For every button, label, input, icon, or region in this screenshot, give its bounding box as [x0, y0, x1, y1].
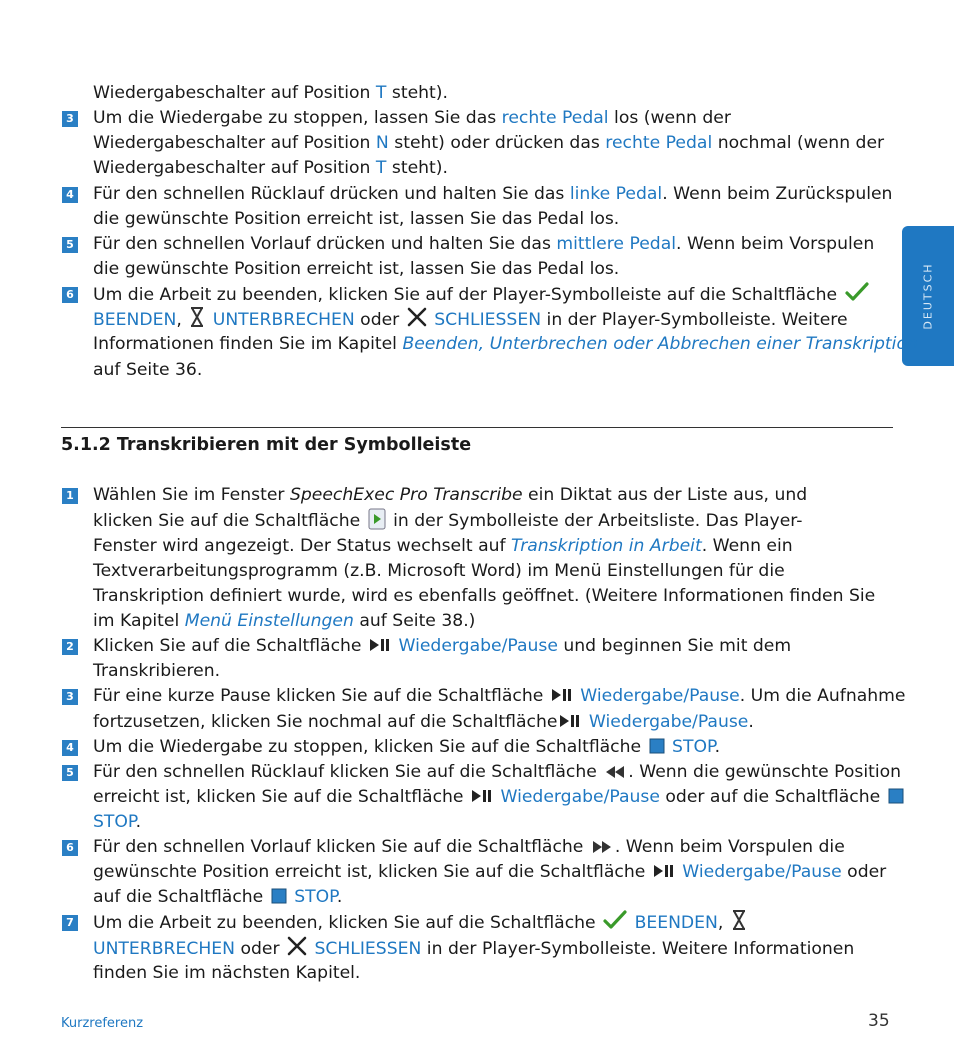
play-pause-icon — [653, 863, 675, 879]
text-line: auf Seite 36. — [93, 360, 203, 380]
close-icon — [287, 936, 307, 956]
step-number: 4 — [62, 740, 78, 756]
text-line: UNTERBRECHEN oder SCHLIESSEN in der Player-Symbolleiste. Weitere Informationen — [93, 936, 854, 962]
text-line: die gewünschte Position erreicht ist, lassen Sie das Pedal los. — [93, 209, 620, 229]
step-number: 5 — [62, 765, 78, 781]
close-icon — [407, 307, 427, 327]
step-number: 2 — [62, 639, 78, 655]
play-pause-icon — [551, 687, 573, 703]
step-number: 3 — [62, 111, 78, 127]
text-line: finden Sie im nächsten Kapitel. — [93, 963, 361, 983]
text-line: die gewünschte Position erreicht ist, lassen Sie das Pedal los. — [93, 259, 620, 279]
text-line: Wiedergabeschalter auf Position T steht). — [93, 158, 448, 178]
text-line: STOP. — [93, 812, 142, 832]
text-line: Wählen Sie im Fenster SpeechExec Pro Transcribe ein Diktat aus der Liste aus, und — [93, 485, 808, 505]
text-line: Wiedergabeschalter auf Position N steht) oder drücken das rechte Pedal nochmal (wenn der — [93, 133, 885, 153]
stop-icon — [888, 788, 904, 804]
text-line: Für den schnellen Rücklauf drücken und halten Sie das linke Pedal. Wenn beim Zurückspulen — [93, 184, 893, 204]
text-line: Für eine kurze Pause klicken Sie auf die Schaltfläche Wiedergabe/Pause. Um die Aufnahme — [93, 686, 906, 706]
text-line: gewünschte Position erreicht ist, klicken Sie auf die Schaltfläche Wiedergabe/Pause oder — [93, 862, 887, 882]
footer-chapter: Kurzreferenz — [61, 1016, 144, 1031]
text-line: Klicken Sie auf die Schaltfläche Wiedergabe/Pause und beginnen Sie mit dem — [93, 636, 792, 656]
stop-icon — [649, 738, 665, 754]
step-number: 6 — [62, 840, 78, 856]
open-file-icon — [368, 508, 386, 530]
page-number: 35 — [868, 1011, 890, 1031]
link-beenden-kapitel[interactable]: Beenden, Unterbrechen oder Abbrechen einer Transkription — [402, 334, 918, 354]
hourglass-icon — [731, 910, 747, 930]
text-line: Fenster wird angezeigt. Der Status wechselt auf Transkription in Arbeit. Wenn ein — [93, 536, 793, 556]
text-line: Für den schnellen Vorlauf drücken und halten Sie das mittlere Pedal. Wenn beim Vorspulen — [93, 234, 875, 254]
step-number: 7 — [62, 915, 78, 931]
step-number: 1 — [62, 488, 78, 504]
step-number: 3 — [62, 689, 78, 705]
section-divider — [61, 427, 893, 428]
text-line: fortzusetzen, klicken Sie nochmal auf die Schaltfläche Wiedergabe/Pause. — [93, 712, 754, 732]
section-heading: 5.1.2 Transkribieren mit der Symbolleiste — [61, 435, 472, 455]
side-tab-label: DEUTSCH — [921, 262, 935, 330]
check-icon — [603, 910, 627, 930]
text-line: Um die Arbeit zu beenden, klicken Sie auf der Player-Symbolleiste auf die Schaltfläche — [93, 282, 871, 308]
text-line: Transkribieren. — [93, 661, 221, 681]
text-line: Informationen finden Sie im Kapitel Beenden, Unterbrechen oder Abbrechen einer Transkription — [93, 334, 918, 354]
hourglass-icon — [189, 307, 205, 327]
text-line: Textverarbeitungsprogramm (z.B. Microsoft Word) im Menü Einstellungen für die — [93, 561, 785, 581]
link-menu-einstellungen[interactable]: Menü Einstellungen — [184, 611, 354, 631]
text-line: Wiedergabeschalter auf Position T steht). — [93, 83, 448, 103]
text-line: Um die Arbeit zu beenden, klicken Sie auf die Schaltfläche BEENDEN, — [93, 910, 749, 936]
play-pause-icon — [559, 713, 581, 729]
fast-forward-icon — [591, 840, 613, 854]
text-line: Transkription definiert wurde, wird es ebenfalls geöffnet. (Weitere Informationen finden Sie — [93, 586, 876, 606]
text-line: Um die Wiedergabe zu stoppen, lassen Sie das rechte Pedal los (wenn der — [93, 108, 731, 128]
play-pause-icon — [369, 637, 391, 653]
text-line: erreicht ist, klicken Sie auf die Schaltfläche Wiedergabe/Pause oder auf die Schaltfläche — [93, 785, 906, 810]
text-line: klicken Sie auf die Schaltfläche in der Symbolleiste der Arbeitsliste. Das Player- — [93, 508, 802, 534]
step-number: 6 — [62, 287, 78, 303]
text-line: BEENDEN, UNTERBRECHEN oder SCHLIESSEN in der Player-Symbolleiste. Weitere — [93, 307, 848, 333]
step-number: 5 — [62, 237, 78, 253]
text-line: Für den schnellen Rücklauf klicken Sie auf die Schaltfläche . Wenn die gewünschte Position — [93, 762, 902, 782]
play-pause-icon — [471, 788, 493, 804]
text-line: Um die Wiedergabe zu stoppen, klicken Sie auf die Schaltfläche STOP. — [93, 737, 721, 757]
text-line: Für den schnellen Vorlauf klicken Sie auf die Schaltfläche . Wenn beim Vorspulen die — [93, 837, 845, 857]
text-line: auf die Schaltfläche STOP. — [93, 887, 343, 907]
stop-icon — [271, 888, 287, 904]
step-number: 4 — [62, 187, 78, 203]
check-icon — [845, 282, 869, 302]
text-line: im Kapitel Menü Einstellungen auf Seite 38.) — [93, 611, 476, 631]
rewind-icon — [604, 765, 626, 779]
